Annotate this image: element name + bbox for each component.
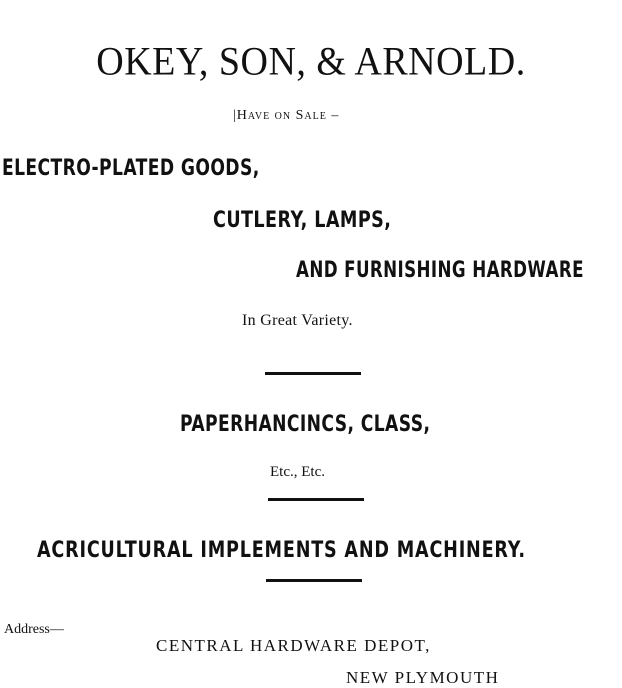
divider-rule: [268, 498, 364, 501]
city-name: NEW PLYMOUTH: [346, 668, 500, 687]
firm-name: OKEY, SON, & ARNOLD.: [96, 39, 526, 85]
divider-rule: [265, 372, 361, 375]
intro-text: |Have on Sale –: [233, 108, 340, 123]
product-line-electroplated: ELECTRO-PLATED GOODS,: [2, 156, 260, 181]
address-label: Address—: [4, 622, 64, 637]
depot-name: CENTRAL HARDWARE DEPOT,: [156, 636, 431, 655]
product-line-cutlery: CUTLERY, LAMPS,: [213, 208, 392, 233]
divider-rule: [266, 579, 362, 582]
product-line-paperhangings: PAPERHANCINCS, CLASS,: [180, 412, 431, 437]
product-line-hardware: AND FURNISHING HARDWARE: [296, 258, 584, 283]
etc-note: Etc., Etc.: [270, 464, 325, 480]
product-line-agricultural: ACRICULTURAL IMPLEMENTS AND MACHINERY.: [37, 538, 526, 563]
variety-note: In Great Variety.: [242, 312, 353, 329]
